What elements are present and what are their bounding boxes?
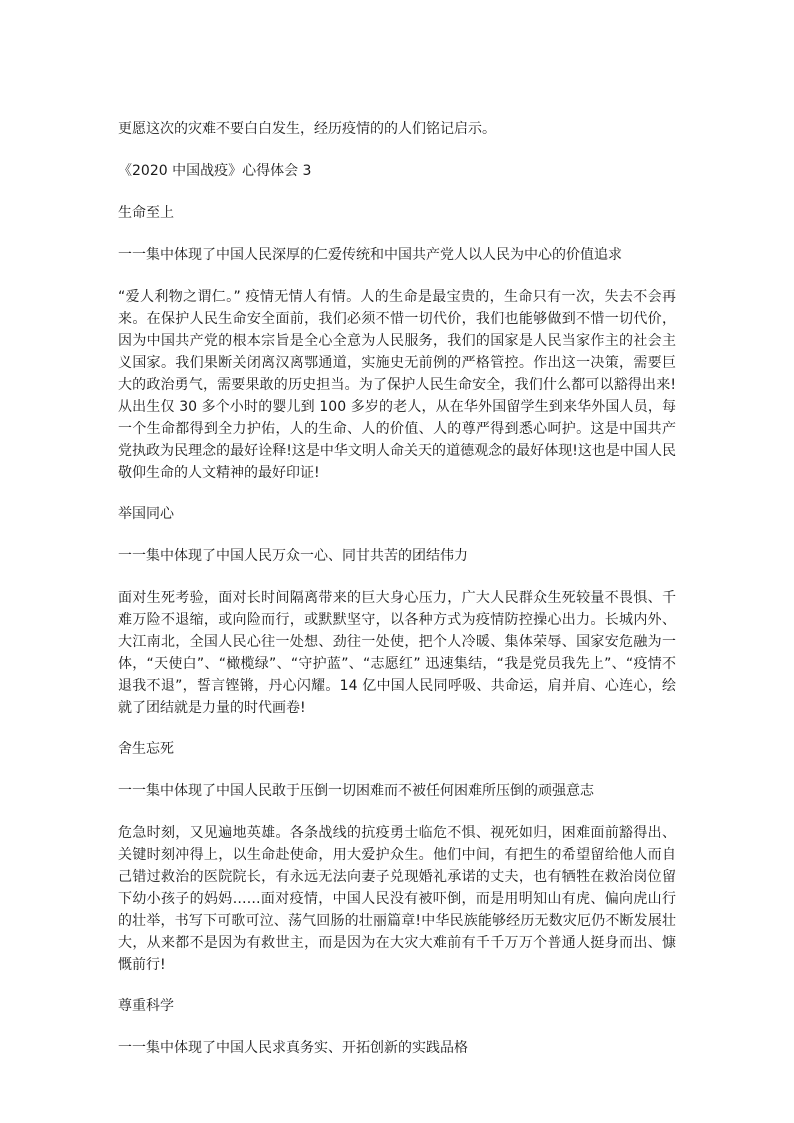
document-page bbox=[118, 118, 676, 1059]
section-heading-nation-united: 举国同心 bbox=[118, 506, 174, 522]
closing-sentence: 更愿这次的灾难不要白白发生，经历疫情的的人们铭记启示。 bbox=[118, 121, 496, 137]
section-heading-life-first: 生命至上 bbox=[118, 205, 174, 221]
section-body-selfless: 危急时刻，又见遍地英雄。各条战线的抗疫勇士临危不惧、视死如归，困难面前豁得出、关键时刻冲得上，以生命赴使命，用大爱护众生。他们中间，有把生的希望留给他人而自己错过救治的医院院长，有永远无法向妻子兑现婚礼承诺的丈夫，也有牺牲在救治岗位留下幼小孩子的妈妈……面对疫情，中国人民没有被吓倒，而是用明知山有虎、偏向虎山行的壮举，书写下可歌可泣、荡气回肠的壮丽篇章!中华民族能够经历无数灾厄仍不断发展壮大，从来都不是因为有救世主，而是因为在大灾大难前有千千万万个普通人挺身而出、慷慨前行! bbox=[118, 825, 676, 973]
section-subtitle-selfless: 一一集中体现了中国人民敢于压倒一切困难而不被任何困难所压倒的顽强意志 bbox=[118, 783, 594, 799]
essay-title: 《2020 中国战疫》心得体会 3 bbox=[118, 163, 312, 179]
section-subtitle-respect-science: 一一集中体现了中国人民求真务实、开拓创新的实践品格 bbox=[118, 1040, 468, 1056]
section-body-life-first: “爱人利物之谓仁。” 疫情无情人有情。人的生命是最宝贵的，生命只有一次，失去不会再来。在保护人民生命安全面前，我们必须不惜一切代价，我们也能够做到不惜一切代价，因为中国共产党的根本宗旨是全心全意为人民服务，我们的国家是人民当家作主的社会主义国家。我们果断关闭离汉离鄂通道，实施史无前例的严格管控。作出这一决策，需要巨大的政治勇气，需要果敢的历史担当。为了保护人民生命安全，我们什么都可以豁得出来!从出生仅 30 多个小时的婴儿到 100 多岁的老人，从在华外国留学生到来华外国人员，每一个生命都得到全力护佑，人的生命、人的价值、人的尊严得到悉心呵护。这是中国共产党执政为民理念的最好诠释!这是中华文明人命关天的道德观念的最好体现!这也是中国人民敬仰生命的人文精神的最好印证! bbox=[118, 289, 676, 481]
section-subtitle-nation-united: 一一集中体现了中国人民万众一心、同甘共苦的团结伟力 bbox=[118, 548, 468, 564]
section-body-nation-united: 面对生死考验，面对长时间隔离带来的巨大身心压力，广大人民群众生死较量不畏惧、千难万险不退缩，或向险而行，或默默坚守，以各种方式为疫情防控操心出力。长城内外、大江南北，全国人民心往一处想、劲往一处使，把个人冷暖、集体荣辱、国家安危融为一体，“天使白”、“橄榄绿”、“守护蓝”、“志愿红” 迅速集结，“我是党员我先上”、“疫情不退我不退”，誓言铿锵，丹心闪耀。14 亿中国人民同呼吸、共命运，肩并肩、心连心，绘就了团结就是力量的时代画卷! bbox=[118, 590, 676, 716]
section-heading-selfless: 舍生忘死 bbox=[118, 741, 174, 757]
section-heading-respect-science: 尊重科学 bbox=[118, 998, 174, 1014]
section-subtitle-life-first: 一一集中体现了中国人民深厚的仁爱传统和中国共产党人以人民为中心的价值追求 bbox=[118, 247, 622, 263]
